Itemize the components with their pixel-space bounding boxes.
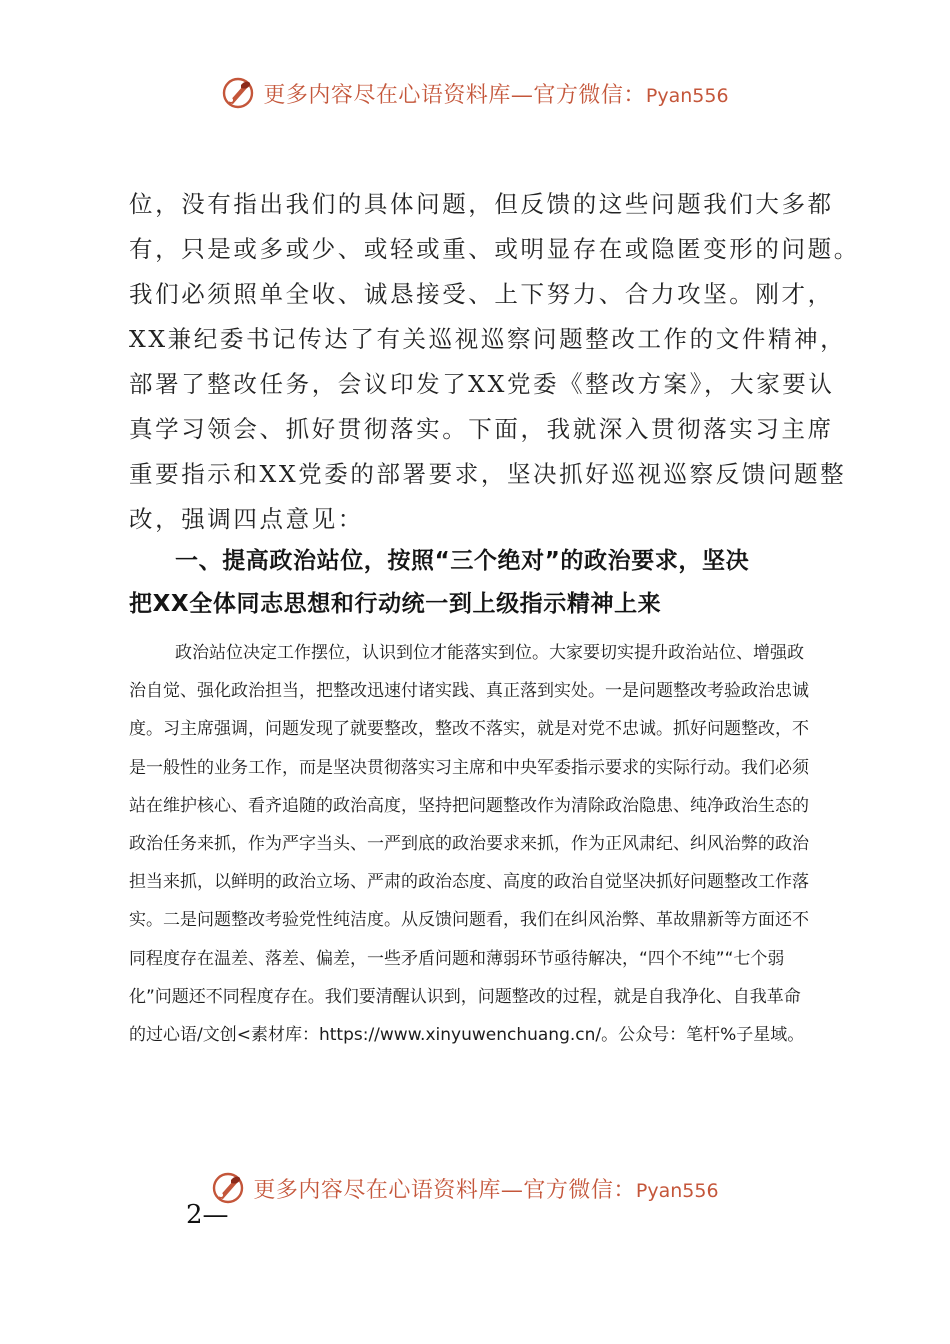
text-line: 真学习领会、抓好贯彻落实。下面，我就深入贯彻落实习主席 xyxy=(129,415,834,443)
text-line: 化”问题还不同程度存在。我们要清醒认识到，问题整改的过程，就是自我净化、自我革命 xyxy=(129,986,801,1007)
banner-wechat-id: Pyan556 xyxy=(635,1179,719,1202)
section-paragraph xyxy=(129,634,841,1054)
text-line: 政治任务来抓，作为严字当头、一严到底的政治要求来抓，作为正风肃纪、纠风治弊的政治 xyxy=(129,833,809,854)
footer-watermark-banner xyxy=(0,1168,940,1208)
banner-label: 更多内容尽在心语资料库—官方微信： xyxy=(263,82,646,108)
text-line: 我们必须照单全收、诚恳接受、上下努力、合力攻坚。刚才， xyxy=(129,280,834,308)
text-line: 担当来抓，以鲜明的政治立场、严肃的政治态度、高度的政治自觉坚决抓好问题整改工作落 xyxy=(129,872,809,893)
header-watermark-banner xyxy=(0,73,950,113)
text-line: 改，强调四点意见： xyxy=(129,505,364,533)
text-line: 是一般性的业务工作，而是坚决贯彻落实习主席和中央军委指示要求的实际行动。我们必须 xyxy=(129,757,809,778)
quill-pen-seal-icon xyxy=(221,76,255,110)
text-line: 实。二是问题整改考验党性纯洁度。从反馈问题看，我们在纠风治弊、革故鼎新等方面还不 xyxy=(129,910,809,931)
banner-text xyxy=(253,1173,718,1204)
heading-line: 一、提高政治站位，按照“三个绝对”的政治要求，坚决 xyxy=(175,548,750,574)
text-line: 的过心语/文创<素材库：https://www.xinyuwenchuang.cn/。公众号：笔杆%子星域。 xyxy=(129,1024,805,1045)
text-line: 同程度存在温差、落差、偏差，一些矛盾问题和薄弱环节亟待解决，“四个不纯”“七个弱 xyxy=(129,948,785,969)
header-watermark-inner xyxy=(221,76,728,110)
section-heading xyxy=(129,540,849,626)
text-line: 有，只是或多或少、或轻或重、或明显存在或隐匿变形的问题。 xyxy=(129,235,860,263)
footer-watermark-inner xyxy=(211,1171,718,1205)
text-line: XX兼纪委书记传达了有关巡视巡察问题整改工作的文件精神， xyxy=(129,325,847,353)
banner-label: 更多内容尽在心语资料库—官方微信： xyxy=(253,1177,636,1203)
page-number: 2— xyxy=(186,1200,229,1230)
banner-text xyxy=(263,78,728,109)
text-line: 位，没有指出我们的具体问题，但反馈的这些问题我们大多都 xyxy=(129,190,834,218)
text-line: 度。习主席强调，问题发现了就要整改，整改不落实，就是对党不忠诚。抓好问题整改，不 xyxy=(129,719,809,740)
heading-line: 把XX全体同志思想和行动统一到上级指示精神上来 xyxy=(129,591,662,617)
banner-wechat-id: Pyan556 xyxy=(645,84,729,107)
text-line: 重要指示和XX党委的部署要求，坚决抓好巡视巡察反馈问题整 xyxy=(129,460,847,488)
text-line: 政治站位决定工作摆位，认识到位才能落实到位。大家要切实提升政治站位、增强政 xyxy=(175,643,804,663)
text-line: 治自觉、强化政治担当，把整改迅速付诸实践、真正落到实处。一是问题整改考验政治忠诚 xyxy=(129,681,809,702)
text-line: 站在维护核心、看齐追随的政治高度，坚持把问题整改作为清除政治隐患、纯净政治生态的 xyxy=(129,795,809,816)
intro-paragraph xyxy=(129,182,860,542)
text-line: 部署了整改任务，会议印发了XX党委《整改方案》，大家要认 xyxy=(129,370,835,398)
